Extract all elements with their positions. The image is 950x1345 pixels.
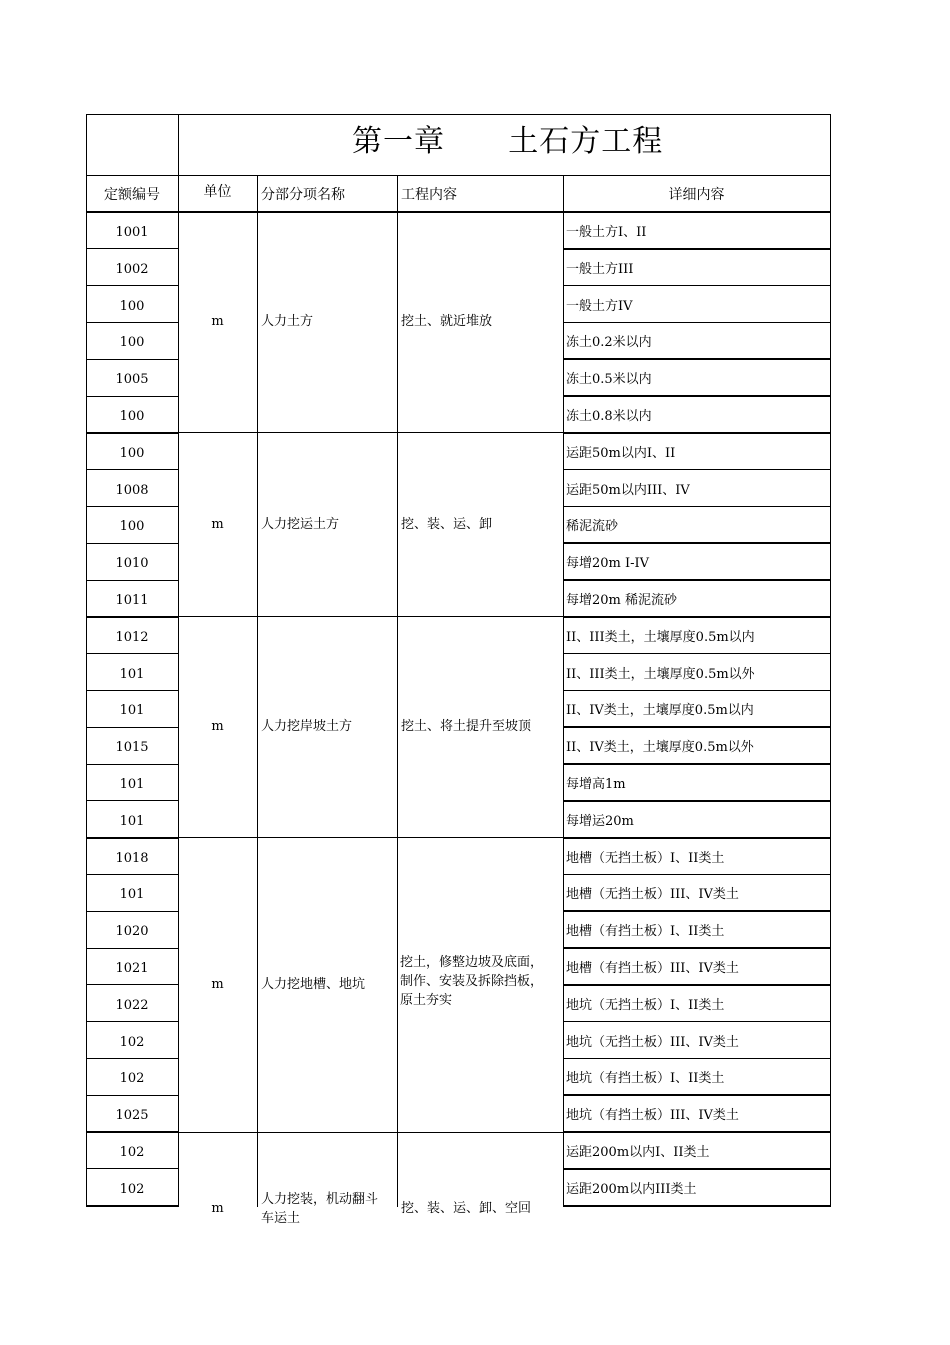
quota-code: 101 <box>119 703 145 719</box>
detail-text: 冻土0.8米以内 <box>566 408 652 424</box>
detail-text: 地坑（无挡土板）III、IV类土 <box>566 1034 739 1050</box>
row-divider <box>563 726 830 728</box>
row-divider <box>86 1205 178 1207</box>
detail-text: 每增20m I-IV <box>566 556 650 572</box>
row-divider <box>563 579 830 581</box>
row-divider <box>86 911 178 912</box>
detail-text: II、III类土，土壤厚度0.5m以外 <box>566 666 755 682</box>
group-divider <box>178 432 563 433</box>
work-content: 挖土、就近堆放 <box>401 314 493 330</box>
item-name: 车运土 <box>261 1211 301 1226</box>
row-divider <box>86 359 178 360</box>
table-top-border <box>86 114 830 115</box>
row-divider <box>563 285 830 287</box>
unit-value: m <box>211 719 224 735</box>
item-name: 人力挖岸坡土方 <box>261 719 353 735</box>
detail-text: 每增高1m <box>566 776 626 792</box>
row-divider <box>563 1131 830 1133</box>
detail-text: 运距200m以内I、II类土 <box>566 1144 710 1160</box>
detail-text: 一般土方IV <box>566 298 633 314</box>
item-name: 人力挖地槽、地坑 <box>261 976 366 992</box>
row-divider <box>563 984 830 986</box>
row-divider <box>86 874 178 875</box>
detail-text: 地槽（无挡土板）III、IV类土 <box>566 887 739 903</box>
header-top-border <box>86 175 830 176</box>
row-divider <box>86 432 178 434</box>
header-bottom-border <box>86 211 830 213</box>
row-divider <box>563 1205 830 1207</box>
item-name: 人力挖装，机动翻斗 <box>261 1192 379 1207</box>
row-divider <box>86 764 178 765</box>
row-divider <box>563 248 830 250</box>
unit-value: m <box>211 314 224 330</box>
detail-text: 一般土方I、II <box>566 224 647 240</box>
row-divider <box>86 653 178 654</box>
row-divider <box>86 1131 178 1133</box>
detail-text: 地坑（有挡土板）I、II类土 <box>566 1071 725 1087</box>
group-divider <box>178 616 563 617</box>
header-detail: 详细内容 <box>668 187 725 203</box>
detail-text: 地坑（有挡土板）III、IV类土 <box>566 1108 739 1124</box>
quota-code: 1012 <box>115 629 149 645</box>
quota-code: 1011 <box>115 592 149 608</box>
row-divider <box>563 763 830 765</box>
row-divider <box>86 984 178 985</box>
work-content: 挖土，修整边坡及底面， <box>400 955 544 971</box>
quota-code: 1015 <box>115 740 149 756</box>
row-divider <box>86 1095 178 1096</box>
row-divider <box>86 616 178 618</box>
row-divider <box>563 1168 830 1170</box>
quota-code: 100 <box>119 519 145 535</box>
quota-code: 101 <box>119 887 145 903</box>
header-content: 工程内容 <box>401 187 457 203</box>
quota-code: 100 <box>119 408 145 424</box>
detail-text: 每增运20m <box>566 813 634 829</box>
quota-code: 1025 <box>115 1108 149 1124</box>
unit-value: m <box>211 1201 224 1216</box>
detail-text: 地槽（有挡土板）I、II类土 <box>566 924 725 940</box>
quota-code: 102 <box>119 1034 145 1050</box>
work-content: 挖、装、运、卸、空回 <box>401 1201 532 1216</box>
col-divider <box>397 175 398 1207</box>
header-code: 定额编号 <box>104 187 160 203</box>
work-content: 挖、装、运、卸 <box>401 516 493 532</box>
row-divider <box>86 727 178 728</box>
detail-text: 冻土0.2米以内 <box>566 335 652 351</box>
quota-code: 1020 <box>115 924 149 940</box>
detail-text: II、III类土，土壤厚度0.5m以内 <box>566 629 755 645</box>
row-divider <box>563 690 830 692</box>
detail-text: 每增20m 稀泥流砂 <box>566 592 678 608</box>
row-divider <box>563 322 830 324</box>
quota-code: 102 <box>119 1071 145 1087</box>
row-divider <box>86 948 178 949</box>
detail-text: 运距50m以内III、IV <box>566 482 690 498</box>
detail-text: 一般土方III <box>566 261 634 277</box>
header-unit: 单位 <box>203 184 232 200</box>
quota-code: 100 <box>119 335 145 351</box>
row-divider <box>563 542 830 544</box>
quota-code: 1005 <box>115 372 149 388</box>
quota-code: 101 <box>119 813 145 829</box>
row-divider <box>563 616 830 618</box>
row-divider <box>563 1058 830 1060</box>
detail-text: II、IV类土，土壤厚度0.5m以内 <box>566 703 754 719</box>
table-right-border <box>830 114 831 1207</box>
quota-code: 1010 <box>115 556 149 572</box>
item-name: 人力挖运土方 <box>261 516 340 532</box>
header-name: 分部分项名称 <box>261 187 345 203</box>
quota-code: 1018 <box>115 850 149 866</box>
quota-code: 100 <box>119 445 145 461</box>
row-divider <box>86 322 178 323</box>
row-divider <box>563 432 830 434</box>
detail-text: 稀泥流砂 <box>566 519 619 535</box>
detail-text: 运距200m以内III类土 <box>566 1181 697 1197</box>
row-divider <box>563 1021 830 1023</box>
quota-code: 1008 <box>115 482 149 498</box>
row-divider <box>86 506 178 507</box>
row-divider <box>86 285 178 286</box>
row-divider <box>563 1094 830 1096</box>
row-divider <box>563 800 830 802</box>
quota-code: 100 <box>119 298 145 314</box>
row-divider <box>86 1168 178 1169</box>
quota-code: 1002 <box>115 261 149 277</box>
chapter-title: 第一章 土石方工程 <box>352 124 664 159</box>
detail-text: 地槽（无挡土板）I、II类土 <box>566 850 725 866</box>
work-content: 制作、安装及拆除挡板， <box>400 974 544 990</box>
quota-code: 101 <box>119 666 145 682</box>
row-divider <box>86 248 178 249</box>
row-divider <box>86 543 178 544</box>
row-divider <box>86 396 178 397</box>
item-name: 人力土方 <box>261 314 314 330</box>
row-divider <box>563 947 830 949</box>
row-divider <box>563 910 830 912</box>
row-divider <box>563 653 830 655</box>
row-divider <box>86 690 178 691</box>
detail-text: 地坑（无挡土板）I、II类土 <box>566 997 725 1013</box>
group-divider <box>178 1132 563 1133</box>
detail-text: 运距50m以内I、II <box>566 445 676 461</box>
row-divider <box>86 580 178 581</box>
unit-value: m <box>211 976 224 992</box>
row-divider <box>86 1021 178 1022</box>
detail-text: II、IV类土，土壤厚度0.5m以外 <box>566 740 754 756</box>
detail-text: 冻土0.5米以内 <box>566 372 652 388</box>
quota-code: 1001 <box>115 224 149 240</box>
quota-code: 1022 <box>115 997 149 1013</box>
row-divider <box>563 874 830 876</box>
work-content: 挖土、将土提升至坡顶 <box>401 719 532 735</box>
row-divider <box>86 800 178 801</box>
detail-text: 地槽（有挡土板）III、IV类土 <box>566 960 739 976</box>
row-divider <box>563 469 830 471</box>
unit-value: m <box>211 516 224 532</box>
quota-code: 101 <box>119 776 145 792</box>
quota-code: 1021 <box>115 960 149 976</box>
row-divider <box>86 469 178 470</box>
row-divider <box>563 395 830 397</box>
quota-code: 102 <box>119 1144 145 1160</box>
row-divider <box>563 506 830 508</box>
quota-code: 102 <box>119 1181 145 1197</box>
row-divider <box>86 1058 178 1059</box>
group-divider <box>178 837 563 838</box>
row-divider <box>563 837 830 839</box>
work-content: 原土夯实 <box>400 993 453 1009</box>
row-divider <box>86 837 178 839</box>
row-divider <box>563 358 830 360</box>
